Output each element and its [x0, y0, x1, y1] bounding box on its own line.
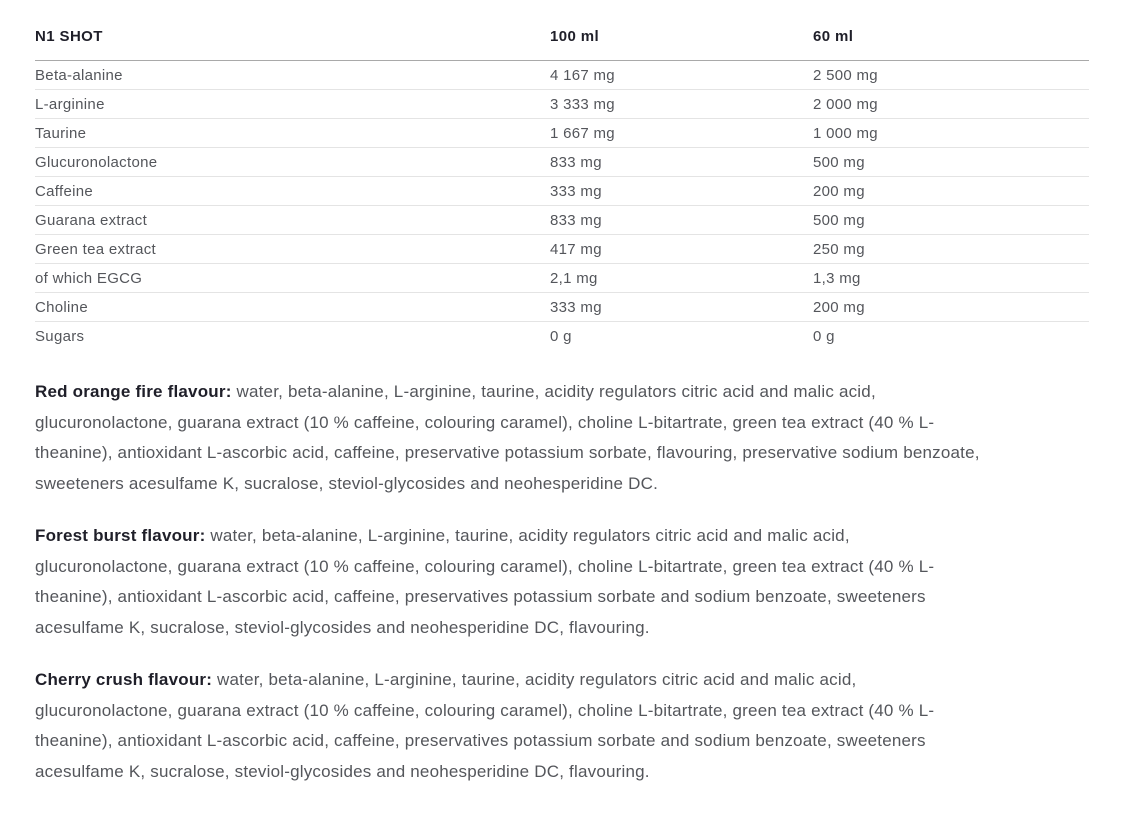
column-header-60ml: 60 ml: [813, 28, 854, 45]
table-row: [35, 148, 1089, 177]
row-label: Green tea extract: [35, 241, 156, 258]
nutrition-table-header: [35, 27, 1089, 61]
flavour-paragraph-forest-burst: [35, 521, 985, 643]
row-value-100ml: 0 g: [550, 328, 572, 345]
table-row: [35, 61, 1089, 90]
product-name-header: N1 SHOT: [35, 28, 103, 45]
row-value-100ml: 3 333 mg: [550, 96, 615, 113]
row-label: Caffeine: [35, 183, 93, 200]
flavour-paragraph-red-orange-fire: [35, 377, 985, 499]
flavour-paragraph-cherry-crush: [35, 665, 985, 787]
row-value-100ml: 833 mg: [550, 154, 602, 171]
table-row: [35, 264, 1089, 293]
row-value-60ml: 500 mg: [813, 154, 865, 171]
table-row: [35, 293, 1089, 322]
row-value-100ml: 2,1 mg: [550, 270, 598, 287]
table-row: [35, 322, 1089, 351]
flavour-title: Forest burst flavour:: [35, 526, 206, 545]
row-value-60ml: 2 500 mg: [813, 67, 878, 84]
row-label: Glucuronolactone: [35, 154, 158, 171]
flavour-ingredient-list: water, beta-alanine, L-arginine, taurine, acidity regulators citric acid and malic acid, glucuronolactone, guarana extract (10 % caffeine, colouring caramel), choline L-bitartrate, green tea extract (40 % L-theanine), antioxidant L-ascorbic acid, caffeine, preservatives potassium sorbate and sodium benzoate, sweeteners acesulfame K, sucralose, steviol-glycosides and neohesperidine DC, flavouring.: [35, 526, 935, 637]
row-label: Beta-alanine: [35, 67, 123, 84]
row-label: Guarana extract: [35, 212, 148, 229]
flavour-title: Cherry crush flavour:: [35, 670, 213, 689]
table-row: [35, 235, 1089, 264]
row-value-60ml: 1,3 mg: [813, 270, 861, 287]
flavour-ingredient-list: water, beta-alanine, L-arginine, taurine, acidity regulators citric acid and malic acid, glucuronolactone, guarana extract (10 % caffeine, colouring caramel), choline L-bitartrate, green tea extract (40 % L-theanine), antioxidant L-ascorbic acid, caffeine, preservatives potassium sorbate and sodium benzoate, sweeteners acesulfame K, sucralose, steviol-glycosides and neohesperidine DC, flavouring.: [35, 670, 935, 781]
row-value-100ml: 417 mg: [550, 241, 602, 258]
flavour-ingredient-list: water, beta-alanine, L-arginine, taurine, acidity regulators citric acid and malic acid, glucuronolactone, guarana extract (10 % caffeine, colouring caramel), choline L-bitartrate, green tea extract (40 % L-theanine), antioxidant L-ascorbic acid, caffeine, preservative potassium sorbate, flavouring, preservative sodium benzoate, sweeteners acesulfame K, sucralose, steviol-glycosides and neohesperidine DC.: [35, 382, 980, 493]
flavour-title: Red orange fire flavour:: [35, 382, 232, 401]
table-row: [35, 206, 1089, 235]
row-value-100ml: 4 167 mg: [550, 67, 615, 84]
row-value-100ml: 333 mg: [550, 183, 602, 200]
row-value-60ml: 0 g: [813, 328, 835, 345]
table-row: [35, 90, 1089, 119]
row-label: Sugars: [35, 328, 85, 345]
nutrition-table: [35, 27, 1089, 351]
row-value-60ml: 200 mg: [813, 299, 865, 316]
row-label: L-arginine: [35, 96, 105, 113]
row-label: Taurine: [35, 125, 87, 142]
nutrition-table-body: [35, 61, 1089, 351]
row-value-60ml: 2 000 mg: [813, 96, 878, 113]
row-value-100ml: 333 mg: [550, 299, 602, 316]
row-label: Choline: [35, 299, 88, 316]
table-row: [35, 119, 1089, 148]
row-value-60ml: 1 000 mg: [813, 125, 878, 142]
column-header-100ml: 100 ml: [550, 28, 600, 45]
row-value-100ml: 1 667 mg: [550, 125, 615, 142]
row-value-100ml: 833 mg: [550, 212, 602, 229]
row-label: of which EGCG: [35, 270, 143, 287]
row-value-60ml: 500 mg: [813, 212, 865, 229]
row-value-60ml: 200 mg: [813, 183, 865, 200]
table-row: [35, 177, 1089, 206]
row-value-60ml: 250 mg: [813, 241, 865, 258]
flavour-ingredients-section: [35, 377, 1055, 787]
